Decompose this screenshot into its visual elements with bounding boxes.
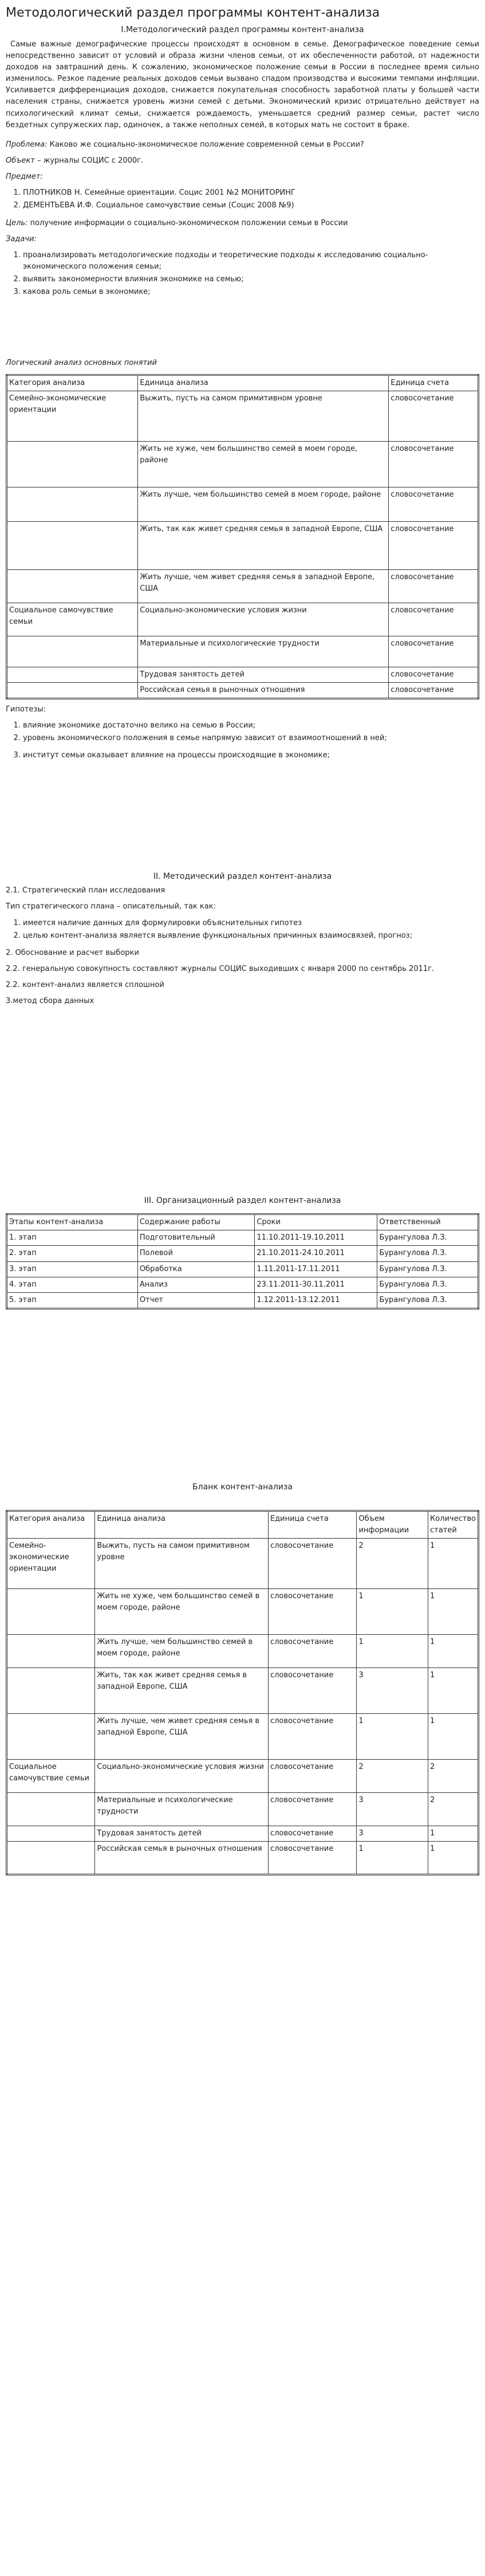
table-cell: 1 (357, 1713, 428, 1759)
list-item: 1. проанализировать методологические подходы и теоретические подходы к исследованию социально-экономического положения семьи; (23, 250, 479, 273)
concept-table (6, 374, 479, 699)
table-cell: Бурангулова Л.З. (377, 1230, 479, 1246)
content-analysis-type: 2.2. контент-анализ является сплошной (6, 981, 164, 990)
problem-paragraph (6, 139, 479, 151)
tasks-label: Задачи: (6, 234, 37, 243)
table-cell: Российская семья в рыночных отношения (95, 1842, 269, 1875)
table-cell: 1 (357, 1842, 428, 1875)
list-item: 2. выявить закономерности влияния экономике на семью; (23, 274, 479, 285)
list-item: 1. имеется наличие данных для формулировки объяснительных гипотез (23, 918, 479, 929)
table-cell: Трудовая занятость детей (138, 667, 389, 682)
table-header-cell: Единица счета (389, 375, 479, 391)
table-cell (7, 667, 138, 682)
table-cell: Семейно-экономические ориентации (7, 391, 138, 441)
table-cell: Бурангулова Л.З. (377, 1277, 479, 1292)
table-cell: Бурангулова Л.З. (377, 1246, 479, 1261)
table-cell: 1 (428, 1634, 478, 1667)
table-row (7, 569, 479, 603)
intro-paragraph: Самые важные демографические процессы происходят в основном в семье. Демографическое поведение семьи непосредственно зависит от условий и образа жизни членов семьи, от их обеспеченности работой, от надежности доходов на завтрашний день. К сожалению, экономическое положение семьи в России в последнее время сильно изменилось. Резкое падение реальных доходов семьи вызвано спадом производства и высокими темпами инфляции. Усиливается дифференциация доходов, снижается покупательная способность заработной платы у большей части населения страны, снижается уровень жизни семей с детьми. Экономический кризис отрицательно действует на психологический климат семьи, снижается рождаемость, уменьшается средний размер семьи, растет число бездетных супружеских пар, одиночек, а также неполных семей, в которых мать не состоит в браке. (6, 40, 479, 129)
table-cell (7, 441, 138, 487)
object-label: Объект (6, 156, 35, 166)
goal-paragraph (6, 218, 479, 229)
table-cell: 11.10.2011-19.10.2011 (255, 1230, 377, 1246)
table-cell: 3 (357, 1826, 428, 1841)
problem-label: Проблема: (6, 140, 48, 149)
table-cell: 23.11.2011-30.11.2011 (255, 1277, 377, 1292)
table-cell (7, 636, 138, 667)
table-row (7, 1292, 479, 1308)
table-cell: Жить лучше, чем большинство семей в моем городе, районе (138, 487, 389, 521)
list-item: 1. ПЛОТНИКОВ Н. Семейные ориентации. Социс 2001 №2 МОНИТОРИНГ (23, 187, 479, 199)
table-cell: словосочетание (268, 1713, 356, 1759)
table-cell: Социально-экономические условия жизни (138, 603, 389, 636)
table-cell: словосочетание (389, 487, 479, 521)
table-cell: словосочетание (389, 391, 479, 441)
table-cell: 3 (357, 1667, 428, 1713)
table-row (7, 1230, 479, 1246)
object-paragraph (6, 155, 479, 167)
table-cell: 1 (357, 1588, 428, 1634)
table-row (7, 487, 479, 521)
hypotheses-label: Гипотезы: (6, 705, 46, 714)
table-header-cell: Содержание работы (137, 1214, 255, 1230)
object-text: – журналы СОЦИС с 2000г. (34, 156, 144, 166)
table-row (7, 667, 479, 682)
table-cell: Выжить, пусть на самом примитивном уровне (95, 1538, 269, 1588)
table-row (7, 1588, 479, 1634)
table-header-row (7, 1214, 479, 1230)
blank-heading: Бланк контент-анализа (192, 1482, 293, 1492)
table-cell: 2 (428, 1759, 478, 1792)
table-cell: 4. этап (7, 1277, 138, 1292)
table-cell: Жить не хуже, чем большинство семей в моем городе, районе (95, 1588, 269, 1634)
plan-reasons-list (6, 918, 479, 942)
table-row (7, 1759, 479, 1792)
problem-text: Каково же социально-экономическое положение современной семьи в России? (47, 140, 364, 149)
table-cell: словосочетание (268, 1826, 356, 1841)
section2-heading: II. Методический раздел контент-анализа (153, 871, 332, 881)
section3-heading: III. Организационный раздел контент-анализа (144, 1196, 341, 1206)
table-header-cell: Ответственный (377, 1214, 479, 1230)
table-row (7, 1246, 479, 1261)
table-cell: Социальное самочувствие семьи (7, 1759, 95, 1792)
table-cell (7, 1634, 95, 1667)
table-cell (7, 487, 138, 521)
table-cell (7, 569, 138, 603)
table-header-row (7, 1511, 479, 1538)
table-cell: Жить лучше, чем живет средняя семья в западной Европе, США (138, 569, 389, 603)
list-item: 2. уровень экономического положения в семье напрямую зависит от взаимоотношений в ней; (23, 733, 479, 744)
plan-table (6, 1213, 479, 1309)
list-item: 1. влияние экономике достаточно велико на семью в России; (23, 720, 479, 731)
table-cell (7, 1826, 95, 1841)
table-row (7, 1826, 479, 1841)
table-cell: 3. этап (7, 1261, 138, 1277)
table-cell: 1 (428, 1667, 478, 1713)
table-cell: Полевой (137, 1246, 255, 1261)
goal-text: получение информации о социально-экономическом положении семьи в России (27, 218, 348, 227)
table-cell: 1.11.2011-17.11.2011 (255, 1261, 377, 1277)
list-item: 3. какова роль семьи в экономике; (23, 286, 479, 298)
table-cell: Материальные и психологические трудности (138, 636, 389, 667)
table-header-cell: Этапы контент-анализа (7, 1214, 138, 1230)
table-cell: Жить не хуже, чем большинство семей в моем городе, районе (138, 441, 389, 487)
table-cell: Бурангулова Л.З. (377, 1292, 479, 1308)
table-row (7, 1713, 479, 1759)
table-row (7, 391, 479, 441)
table-cell (7, 682, 138, 698)
table-row (7, 603, 479, 636)
method-line: 3.метод сбора данных (6, 997, 94, 1006)
table-cell: 1 (428, 1713, 478, 1759)
table-cell: словосочетание (389, 521, 479, 569)
table-cell: словосочетание (268, 1842, 356, 1875)
subject-label: Предмет: (6, 172, 43, 182)
plan-type: Тип стратегического плана – описательный, так как: (6, 902, 216, 911)
table-cell: 2 (357, 1759, 428, 1792)
table-cell: Жить, так как живет средняя семья в западной Европе, США (138, 521, 389, 569)
table-header-cell: Единица анализа (138, 375, 389, 391)
table-cell: 1 (428, 1538, 478, 1588)
table-header-cell: Единица счета (268, 1511, 356, 1538)
table-cell: 2 (357, 1538, 428, 1588)
sample-basis: 2. Обоснование и расчет выборки (6, 948, 139, 957)
list-item: 3. институт семьи оказывает влияние на процессы происходящие в экономике; (23, 750, 479, 761)
table-header-cell: Единица анализа (95, 1511, 269, 1538)
strategic-plan: 2.1. Стратегический план исследования (6, 886, 165, 895)
table-cell: Подготовительный (137, 1230, 255, 1246)
table-cell: Трудовая занятость детей (95, 1826, 269, 1841)
table-cell: 1 (428, 1826, 478, 1841)
table-cell: словосочетание (268, 1588, 356, 1634)
table-cell: словосочетание (389, 682, 479, 698)
table-row (7, 1261, 479, 1277)
table-cell: словосочетание (389, 441, 479, 487)
table-cell (7, 1713, 95, 1759)
table-cell: словосочетание (268, 1759, 356, 1792)
table-cell (7, 1792, 95, 1826)
table-row (7, 636, 479, 667)
table-row (7, 1842, 479, 1875)
goal-label: Цель: (6, 218, 28, 227)
table-cell: Семейно-экономические ориентации (7, 1538, 95, 1588)
concepts-label: Логический анализ основных понятий (6, 359, 157, 368)
table-cell: Анализ (137, 1277, 255, 1292)
table-row (7, 521, 479, 569)
table-cell: Российская семья в рыночных отношения (138, 682, 389, 698)
table-cell: словосочетание (268, 1538, 356, 1588)
table-cell: 2. этап (7, 1246, 138, 1261)
table-cell: Жить лучше, чем большинство семей в моем городе, районе (95, 1634, 269, 1667)
table-cell: словосочетание (268, 1634, 356, 1667)
table-header-cell: Объем информации (357, 1511, 428, 1538)
table-row (7, 1792, 479, 1826)
table-row (7, 682, 479, 698)
table-cell: 1 (357, 1634, 428, 1667)
table-row (7, 441, 479, 487)
table-cell: 1 (428, 1588, 478, 1634)
subject-list (6, 187, 479, 211)
table-row (7, 1634, 479, 1667)
table-cell: словосочетание (389, 636, 479, 667)
table-cell: словосочетание (389, 603, 479, 636)
table-cell (7, 1588, 95, 1634)
table-cell: 5. этап (7, 1292, 138, 1308)
table-row (7, 1277, 479, 1292)
table-cell: Социально-экономические условия жизни (95, 1759, 269, 1792)
table-header-cell: Категория анализа (7, 1511, 95, 1538)
table-header-cell: Категория анализа (7, 375, 138, 391)
list-item: 2. целью контент-анализа является выявление функциональных причинных взаимосвязей, прогноз; (23, 930, 479, 942)
table-header-cell: Сроки (255, 1214, 377, 1230)
table-row (7, 1667, 479, 1713)
table-cell (7, 521, 138, 569)
blank-table (6, 1510, 479, 1875)
table-cell: 1.12.2011-13.12.2011 (255, 1292, 377, 1308)
hypotheses-list (6, 720, 479, 761)
table-row (7, 1538, 479, 1588)
table-cell: Обработка (137, 1261, 255, 1277)
general-population: 2.2. генеральную совокупность составляют журналы СОЦИС выходивших с января 2000 по сентябрь 2011г. (6, 964, 435, 973)
table-cell: Отчет (137, 1292, 255, 1308)
table-cell: Жить, так как живет средняя семья в западной Европе, США (95, 1667, 269, 1713)
tasks-list (6, 250, 479, 298)
table-cell: 1. этап (7, 1230, 138, 1246)
table-header-row (7, 375, 479, 391)
table-cell: 1 (428, 1842, 478, 1875)
table-cell (7, 1667, 95, 1713)
table-cell: 3 (357, 1792, 428, 1826)
document-title: Методологический раздел программы контент-анализа (6, 6, 380, 20)
table-cell: словосочетание (389, 667, 479, 682)
table-cell: Материальные и психологические трудности (95, 1792, 269, 1826)
table-cell: Жить лучше, чем живет средняя семья в западной Европе, США (95, 1713, 269, 1759)
section1-heading: I.Методологический раздел программы контент-анализа (121, 25, 364, 35)
table-cell: Выжить, пусть на самом примитивном уровне (138, 391, 389, 441)
table-cell (7, 1842, 95, 1875)
table-cell: 21.10.2011-24.10.2011 (255, 1246, 377, 1261)
table-cell: Социальное самочувствие семьи (7, 603, 138, 636)
table-cell: словосочетание (268, 1792, 356, 1826)
list-item: 2. ДЕМЕНТЬЕВА И.Ф. Социальное самочувствие семьи (Социс 2008 №9) (23, 200, 479, 211)
table-cell: словосочетание (389, 569, 479, 603)
table-header-cell: Количество статей (428, 1511, 478, 1538)
table-cell: словосочетание (268, 1667, 356, 1713)
table-cell: 2 (428, 1792, 478, 1826)
table-cell: Бурангулова Л.З. (377, 1261, 479, 1277)
